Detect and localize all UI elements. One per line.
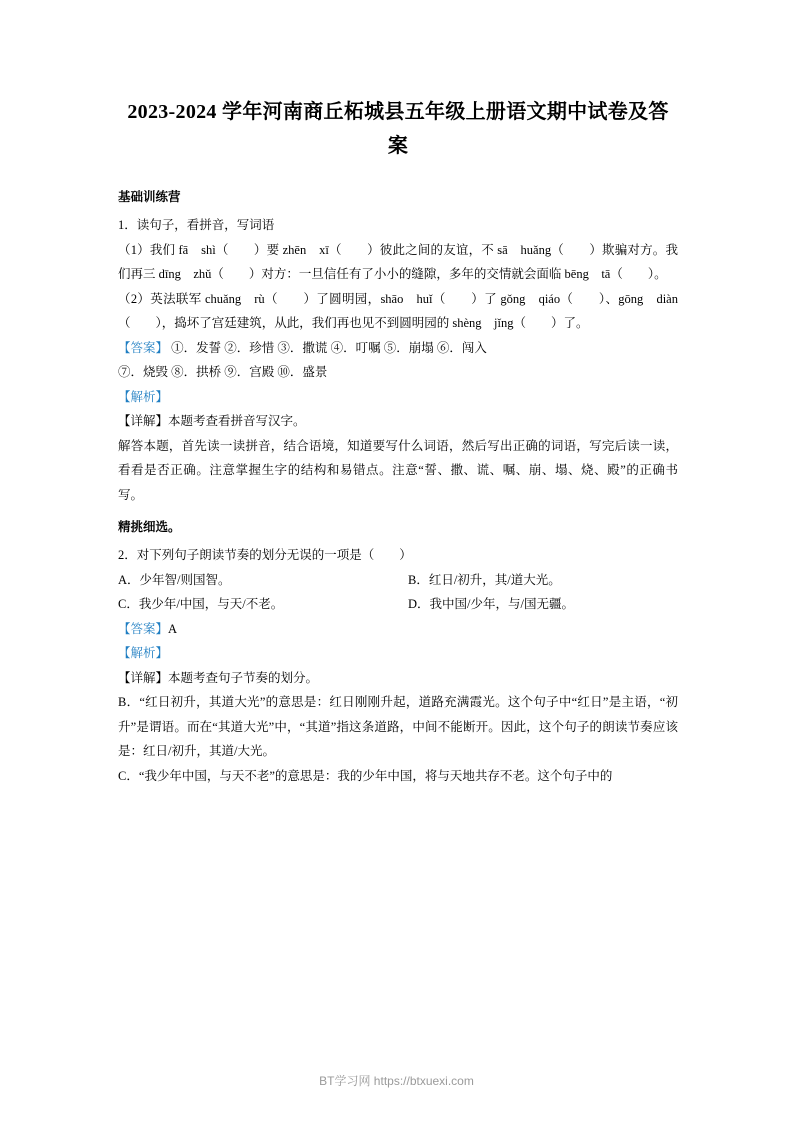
section-heading-choice: 精挑细选。 bbox=[118, 520, 181, 534]
answer-tag: 【答案】 bbox=[118, 621, 169, 636]
question-1-stem: 1．读句子，看拼音，写词语 bbox=[118, 218, 275, 232]
choice-d[interactable]: D．我中国/少年，与/国无疆。 bbox=[408, 597, 574, 611]
question-2-detail-b: B．“红日初升，其道大光”的意思是：红日刚刚升起，道路充满霞光。这个句子中“红日”是主语，“初升”是谓语。而在“其道大光”中，“其道”指这条道路，中间不能断开。因此，这个句子的朗读节奏应该是：红日/初升，其道/大光。 bbox=[118, 695, 678, 758]
question-2-stem: 2．对下列句子朗读节奏的划分无误的一项是（ ） bbox=[118, 548, 412, 562]
answer-item: ⑥．闯入 bbox=[436, 340, 487, 355]
choice-b[interactable]: B．红日/初升，其/道大光。 bbox=[408, 572, 561, 587]
question-2-detail-line: 【详解】本题考查句子节奏的划分。 bbox=[118, 670, 319, 685]
answer-item: ⑦．烧毁 bbox=[118, 365, 169, 379]
question-1-detail-body: 解答本题，首先读一读拼音，结合语境，知道要写什么词语，然后写出正确的词语，写完后读一读，看看是否正确。注意掌握生字的结构和易错点。注意“誓、撒、谎、嘱、崩、塌、烧、殿”的正确书写。 bbox=[118, 438, 678, 502]
analysis-tag: 【解析】 bbox=[118, 389, 169, 404]
answer-item: ④．叮嘱 bbox=[330, 340, 381, 355]
section-heading-basic: 基础训练营 bbox=[118, 190, 181, 204]
question-2-choice-row-2 bbox=[118, 592, 678, 617]
question-1-detail-line: 【详解】本题考查看拼音写汉字。 bbox=[118, 414, 306, 428]
answer-item: ⑩．盛景 bbox=[277, 365, 328, 379]
answer-item: ③．撒谎 bbox=[277, 340, 328, 355]
document-content bbox=[118, 95, 678, 788]
answer-item: ⑨．宫殿 bbox=[224, 365, 275, 379]
question-1-answer-row bbox=[118, 336, 678, 361]
question-1-part-1: （1）我们 fā shì（ ）要 zhēn xī（ ）彼此之间的友谊，不 sā huǎng（ ）欺骗对方。我们再三 dīng zhǔ（ ）对方：一旦信任有了小小的缝隙，多年的交情就会面临 bēng tā（ ）。 bbox=[118, 242, 678, 281]
answer-tag: 【答案】 bbox=[118, 340, 169, 355]
question-2-answer-row bbox=[118, 617, 678, 642]
page-title: 2023-2024 学年河南商丘柘城县五年级上册语文期中试卷及答案 bbox=[127, 101, 669, 157]
question-2-choice-row-1 bbox=[118, 568, 678, 593]
answer-item: ⑤．崩塌 bbox=[383, 340, 434, 355]
answer-item: ①．发誓 bbox=[171, 340, 222, 355]
answer-value: A bbox=[168, 621, 178, 636]
answer-item: ②．珍惜 bbox=[224, 340, 275, 355]
choice-c[interactable]: C．我少年/中国，与天/不老。 bbox=[118, 597, 284, 611]
question-1-answer-row-2 bbox=[118, 360, 678, 385]
question-1-part-2: （2）英法联军 chuǎng rù（ ）了圆明园，shāo huǐ（ ）了 gǒng qiáo（ ）、gōng diàn（ ），捣坏了宫廷建筑，从此，我们再也见不到圆明园的 shèng jǐng（ ）了。 bbox=[118, 291, 678, 330]
page-footer: BT学习网 https://btxuexi.com bbox=[319, 1074, 474, 1088]
choice-a[interactable]: A．少年智/则国智。 bbox=[118, 572, 231, 587]
analysis-tag: 【解析】 bbox=[118, 646, 169, 660]
answer-item: ⑧．拱桥 bbox=[171, 365, 222, 379]
question-2-detail-c: C．“我少年中国，与天不老”的意思是：我的少年中国，将与天地共存不老。这个句子中的 bbox=[118, 768, 613, 783]
